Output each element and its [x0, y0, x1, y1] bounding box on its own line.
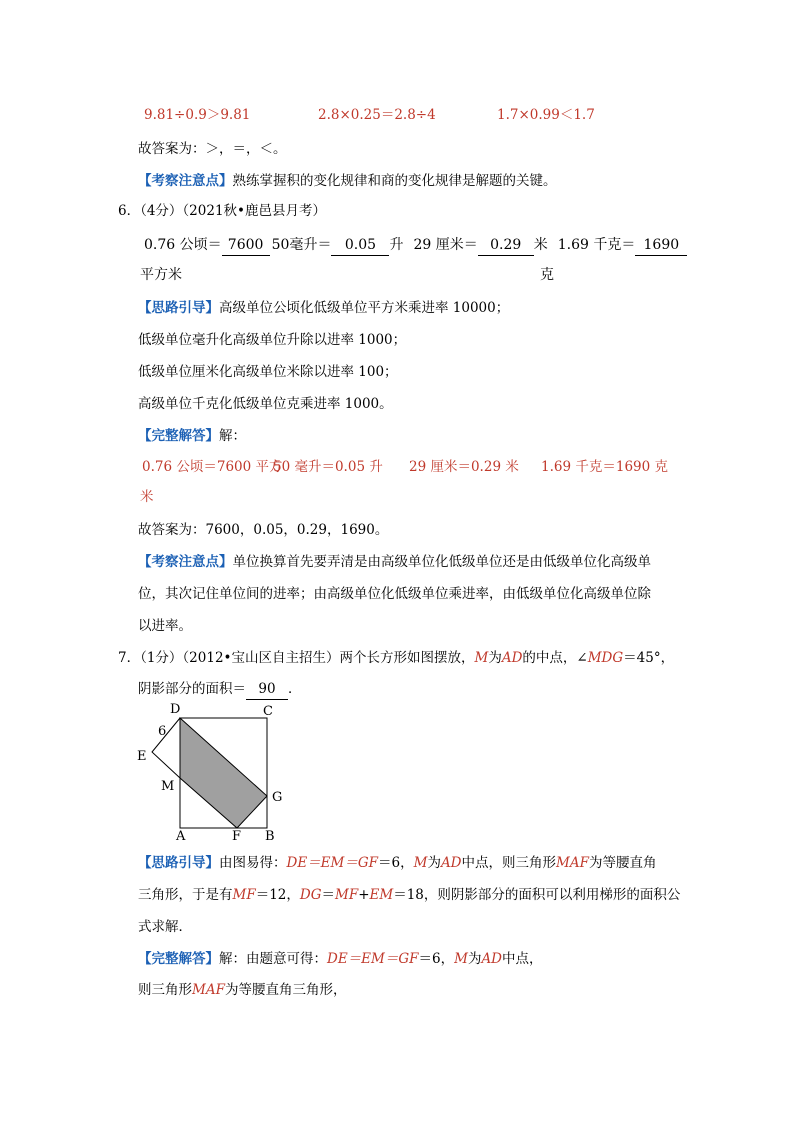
q7-guide-3: 式求解． — [138, 919, 192, 935]
label-e: E — [137, 749, 147, 764]
comparison-3: 1.7×0.99＜1.7 — [497, 107, 595, 123]
text-fragment: 中点，则三角形 — [461, 855, 557, 871]
math-fragment: DE＝EM＝GF — [286, 855, 379, 871]
var-dg: DG — [299, 887, 322, 903]
q6-solution-1: 0.76 公顷＝7600 平方 — [142, 459, 283, 475]
p2-blank: 0.05 — [331, 235, 389, 256]
q6-solution-2: 50 毫升＝0.05 升 — [273, 459, 383, 475]
text-fragment: 由图易得： — [219, 855, 287, 871]
label-f: F — [232, 829, 242, 844]
var-em: EM — [369, 887, 394, 903]
q6-note-2: 位，其次记住单位间的进率；由高级单位化低级单位乘进率，由低级单位化高级单位除 — [138, 586, 651, 602]
p4-prefix: 1.69 千克＝ — [557, 237, 636, 253]
text-fragment: 为 — [488, 650, 502, 666]
q6-guide-3: 低级单位厘米化高级单位米除以进率 100； — [138, 364, 398, 380]
p2-unit: 升 — [389, 237, 404, 253]
text-fragment: 则三角形 — [138, 982, 192, 998]
var-m: M — [454, 951, 468, 967]
math-fragment: DE＝EM＝GF — [327, 951, 419, 967]
text-fragment: ＝ — [321, 887, 335, 903]
q6-answer: 故答案为：7600，0.05，0.29，1690。 — [138, 522, 389, 538]
q7-line-2 — [138, 679, 302, 700]
text-fragment: 解：由题意可得： — [219, 951, 327, 967]
q7-solution-1 — [138, 949, 543, 969]
text-fragment: 阴影部分的面积＝ — [138, 681, 246, 697]
guide-tag: 【思路引导】 — [138, 855, 219, 871]
q7-header — [118, 648, 674, 668]
q6-solution-header — [138, 426, 246, 446]
guide-tag: 【思路引导】 — [138, 300, 219, 316]
q7-header-text: 7．（1分）（2012•宝山区自主招生）两个长方形如图摆放， — [118, 650, 475, 666]
note-tag: 【考察注意点】 — [138, 554, 233, 570]
q6-solution-4: 1.69 千克＝1690 克 — [541, 459, 668, 475]
q7-solution-2 — [138, 980, 346, 1000]
text-fragment: ． — [288, 681, 302, 697]
note-text: 熟练掌握积的变化规律和商的变化规律是解题的关键。 — [232, 173, 557, 189]
var-mf: MF — [335, 887, 359, 903]
label-m: M — [161, 779, 175, 794]
label-g: G — [272, 790, 283, 805]
comparison-1: 9.81÷0.9＞9.81 — [144, 107, 251, 123]
q6-header: 6．（4分）（2021秋•鹿邑县月考） — [118, 203, 326, 219]
q6-blanks-row — [144, 235, 687, 256]
q7-guide-2 — [138, 885, 680, 905]
text-fragment: ＝45°， — [623, 650, 675, 666]
var-maf: MAF — [192, 982, 225, 998]
solution-tag: 【完整解答】 — [138, 428, 219, 444]
text-fragment: ＝12， — [255, 887, 300, 903]
note-tag: 【考察注意点】 — [138, 173, 233, 189]
label-six: 6 — [158, 724, 167, 739]
p4-blank: 1690 — [635, 235, 687, 256]
q5-note — [138, 171, 557, 191]
label-c: C — [263, 704, 273, 719]
shaded-region — [180, 718, 267, 828]
label-b: B — [265, 829, 275, 844]
q6-solution-1-wrap: 米 — [140, 489, 154, 505]
q5-answer: 故答案为：＞，＝，＜。 — [138, 141, 287, 157]
p1-prefix: 0.76 公顷＝ — [144, 237, 222, 253]
solution-prefix: 解： — [219, 428, 246, 444]
text-fragment: 三角形，于是有 — [138, 887, 233, 903]
p1-blank: 7600 — [222, 235, 270, 256]
q6-guide-4: 高级单位千克化低级单位克乘进率 1000。 — [138, 396, 393, 412]
text-fragment: 中点， — [502, 951, 543, 967]
p4-unit: 克 — [540, 267, 554, 283]
var-ad: AD — [501, 650, 523, 666]
q6-guide-2: 低级单位毫升化高级单位升除以进率 1000； — [138, 332, 407, 348]
text-fragment: 为 — [467, 951, 482, 967]
comparison-2: 2.8×0.25＝2.8÷4 — [318, 107, 436, 123]
p3-prefix: 29 厘米＝ — [413, 237, 478, 253]
geometry-figure — [130, 700, 300, 850]
var-ad: AD — [481, 951, 503, 967]
text-fragment: + — [358, 887, 370, 903]
q6-note-3: 以进率。 — [138, 618, 192, 634]
var-ad: AD — [440, 855, 462, 871]
text-fragment: ＝6， — [378, 855, 414, 871]
var-mf: MF — [232, 887, 256, 903]
q6-solution-3: 29 厘米＝0.29 米 — [409, 459, 519, 475]
var-m: M — [474, 650, 489, 666]
text-fragment: ＝6， — [418, 951, 455, 967]
q6-note-1 — [138, 552, 651, 572]
label-d: D — [170, 702, 181, 717]
p2-prefix: 50毫升＝ — [271, 237, 332, 253]
var-mdg: MDG — [587, 650, 624, 666]
text-fragment: 为等腰直角 — [588, 855, 657, 871]
note-text: 单位换算首先要弄清是由高级单位化低级单位还是由低级单位化高级单 — [232, 554, 651, 570]
label-a: A — [176, 829, 186, 844]
p1-unit: 平方米 — [140, 267, 182, 283]
p3-blank: 0.29 — [478, 235, 534, 256]
text-fragment: 为 — [427, 855, 441, 871]
p3-unit: 米 — [533, 237, 548, 253]
var-m: M — [413, 855, 428, 871]
text-fragment: 的中点，∠ — [522, 650, 588, 666]
text-fragment: 为等腰直角三角形， — [224, 982, 347, 998]
guide-text: 高级单位公顷化低级单位平方米乘进率 10000； — [219, 300, 510, 316]
solution-tag: 【完整解答】 — [138, 951, 219, 967]
q7-guide-1 — [138, 853, 656, 873]
q6-guide-1 — [138, 298, 509, 318]
q7-blank: 90 — [246, 679, 288, 700]
text-fragment: ＝18，则阴影部分的面积可以利用梯形的面积公 — [393, 887, 681, 903]
var-maf: MAF — [556, 855, 589, 871]
